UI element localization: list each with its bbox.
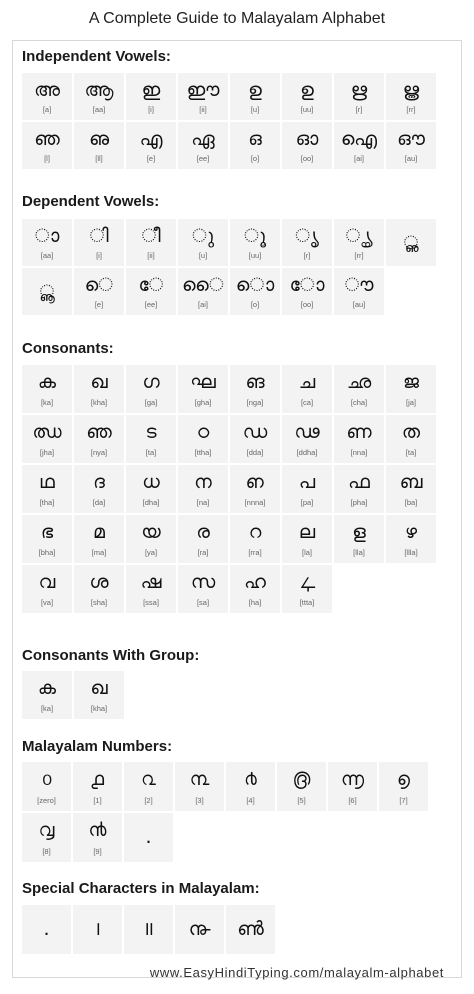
character-glyph: ധ xyxy=(142,471,160,493)
malayalam-numbers-tile xyxy=(226,762,275,811)
transliteration-label: [ka] xyxy=(40,704,54,713)
malayalam-numbers-tile xyxy=(22,813,71,862)
transliteration-label: [ii] xyxy=(199,105,207,114)
transliteration-label: [au] xyxy=(404,154,418,163)
consonants-tile xyxy=(126,365,176,413)
transliteration-label: [dha] xyxy=(142,498,160,507)
character-glyph: ഹ xyxy=(244,571,266,593)
character-glyph: ണ xyxy=(346,421,372,443)
consonants-tile xyxy=(126,515,176,563)
malayalam-numbers-tile xyxy=(379,762,428,811)
character-glyph: ൣ xyxy=(39,281,55,303)
malayalam-numbers-tile xyxy=(124,813,173,862)
transliteration-label: [u] xyxy=(198,251,208,260)
transliteration-label: [oo] xyxy=(300,154,314,163)
character-glyph: ഠ xyxy=(196,421,210,443)
dependent-vowels-tile xyxy=(178,219,228,266)
character-glyph: ഇ xyxy=(141,79,161,101)
transliteration-label: [i] xyxy=(148,105,154,114)
character-glyph: ഉ xyxy=(248,79,262,101)
consonants-tile xyxy=(230,515,280,563)
character-glyph: ച xyxy=(298,371,316,393)
dependent-vowels-tile xyxy=(282,219,332,266)
character-glyph: ◌ൄ xyxy=(345,225,373,247)
consonants-tile xyxy=(334,415,384,463)
consonants-tile xyxy=(74,365,124,413)
character-glyph: ഢ xyxy=(294,421,320,443)
malayalam-numbers-tile xyxy=(73,762,122,811)
special-characters-tile xyxy=(175,905,224,954)
transliteration-label: [1] xyxy=(93,796,102,805)
transliteration-label: [aa] xyxy=(92,105,106,114)
character-glyph: ഉ xyxy=(300,79,314,101)
character-glyph: ◌ീ xyxy=(141,225,161,247)
transliteration-label: [5] xyxy=(297,796,306,805)
transliteration-label: [ee] xyxy=(196,154,210,163)
transliteration-label: [zero] xyxy=(37,796,56,805)
character-glyph: ◌ു xyxy=(191,225,215,247)
transliteration-label: [tha] xyxy=(39,498,55,507)
transliteration-label: [ii] xyxy=(147,251,155,260)
transliteration-label: [8] xyxy=(42,847,51,856)
consonants-tile xyxy=(178,365,228,413)
transliteration-label: [ca] xyxy=(300,398,314,407)
character-glyph: ൫ xyxy=(292,768,311,790)
character-glyph: ദ xyxy=(93,471,105,493)
transliteration-label: [ka] xyxy=(40,398,54,407)
page-title: A Complete Guide to Malayalam Alphabet xyxy=(88,10,386,27)
character-glyph: ഓ xyxy=(295,128,319,150)
section-title-malayalam-numbers: Malayalam Numbers: xyxy=(22,738,173,755)
character-glyph: വ xyxy=(38,571,56,593)
special-characters-grid xyxy=(22,905,462,956)
transliteration-label: [ra] xyxy=(197,548,209,557)
character-glyph: ഴ xyxy=(404,521,418,543)
consonants-tile xyxy=(230,365,280,413)
character-glyph: ഖ xyxy=(90,677,108,699)
character-glyph: ഝ xyxy=(32,421,62,443)
consonants-tile xyxy=(230,415,280,463)
transliteration-label: [i] xyxy=(96,251,102,260)
consonants-tile xyxy=(22,465,72,513)
consonants-tile xyxy=(22,515,72,563)
character-glyph: ◌ൈ xyxy=(182,274,224,296)
character-glyph: ഛ xyxy=(346,371,372,393)
malayalam-numbers-tile xyxy=(22,762,71,811)
dependent-vowels-tile xyxy=(126,268,176,315)
consonants-tile xyxy=(282,415,332,463)
independent-vowels-grid xyxy=(22,73,462,171)
transliteration-label: [uu] xyxy=(300,105,314,114)
character-glyph: ൧ xyxy=(90,768,105,790)
consonants-tile xyxy=(282,365,332,413)
malayalam-numbers-tile xyxy=(277,762,326,811)
character-glyph: ആ xyxy=(84,79,114,101)
character-glyph: ങ xyxy=(245,371,265,393)
dependent-vowels-tile xyxy=(282,268,332,315)
transliteration-label: [a] xyxy=(42,105,52,114)
transliteration-label: [aa] xyxy=(40,251,54,260)
character-glyph: ഘ xyxy=(190,371,216,393)
character-glyph: ഡ xyxy=(242,421,268,443)
character-glyph: ഫ xyxy=(348,471,370,493)
character-glyph: ക xyxy=(37,677,57,699)
character-glyph: ക xyxy=(37,371,57,393)
transliteration-label: [sha] xyxy=(90,598,108,607)
transliteration-label: [kha] xyxy=(90,704,108,713)
consonants-tile xyxy=(126,465,176,513)
character-glyph: ◌ി xyxy=(89,225,109,247)
special-characters-tile xyxy=(22,905,71,954)
section-title-special-characters: Special Characters in Malayalam: xyxy=(22,880,260,897)
character-glyph: ഩ xyxy=(246,471,264,493)
character-glyph: ര xyxy=(196,521,210,543)
transliteration-label: [u] xyxy=(250,105,260,114)
consonants-tile xyxy=(74,515,124,563)
transliteration-label: [r] xyxy=(303,251,311,260)
transliteration-label: [ga] xyxy=(144,398,158,407)
character-glyph: ഏ xyxy=(191,128,215,150)
transliteration-label: [ya] xyxy=(144,548,158,557)
transliteration-label: [pha] xyxy=(350,498,368,507)
consonants-tile xyxy=(22,415,72,463)
consonants-tile xyxy=(74,415,124,463)
consonants-grid xyxy=(22,365,462,615)
transliteration-label: [4] xyxy=(246,796,255,805)
character-glyph: ശ xyxy=(89,571,109,593)
character-glyph: । xyxy=(93,918,102,940)
transliteration-label: [gha] xyxy=(194,398,212,407)
character-glyph: ഗ xyxy=(142,371,160,393)
footer-url[interactable]: www.EasyHindiTyping.com/malayalm-alphabet xyxy=(149,965,444,980)
character-glyph: യ xyxy=(141,521,161,543)
character-glyph: ൦ xyxy=(41,768,52,790)
transliteration-label: [e] xyxy=(94,300,104,309)
character-glyph: ൮ xyxy=(38,819,55,841)
independent-vowels-tile xyxy=(126,122,176,169)
transliteration-label: [ddha] xyxy=(296,448,318,457)
transliteration-label: [oo] xyxy=(300,300,314,309)
transliteration-label: [e] xyxy=(146,154,156,163)
consonants-tile xyxy=(230,565,280,613)
transliteration-label: [6] xyxy=(348,796,357,805)
consonants-with-group-grid xyxy=(22,671,462,721)
character-glyph: ന xyxy=(194,471,212,493)
character-glyph: ജ xyxy=(403,371,419,393)
special-characters-tile xyxy=(73,905,122,954)
independent-vowels-tile xyxy=(74,73,124,120)
consonants-tile xyxy=(74,565,124,613)
consonants-tile xyxy=(334,365,384,413)
transliteration-label: [7] xyxy=(399,796,408,805)
transliteration-label: [ha] xyxy=(248,598,262,607)
character-glyph: ഭ xyxy=(40,521,54,543)
character-glyph: ഔ xyxy=(397,128,425,150)
transliteration-label: [2] xyxy=(144,796,153,805)
transliteration-label: [jha] xyxy=(39,448,55,457)
character-glyph: ൢ xyxy=(403,232,419,254)
consonants-tile xyxy=(126,565,176,613)
character-glyph: ◌ൂ xyxy=(243,225,267,247)
character-glyph: സ xyxy=(190,571,216,593)
character-glyph: ഖ xyxy=(90,371,108,393)
independent-vowels-tile xyxy=(22,122,72,169)
character-glyph: ൹ xyxy=(188,918,211,940)
character-glyph: റ xyxy=(248,521,262,543)
transliteration-label: [ai] xyxy=(197,300,208,309)
transliteration-label: [ll] xyxy=(95,154,103,163)
character-glyph: ◌ോ xyxy=(289,274,325,296)
character-glyph: ള xyxy=(352,521,366,543)
independent-vowels-tile xyxy=(282,122,332,169)
consonants-tile xyxy=(386,365,436,413)
transliteration-label: [r] xyxy=(355,105,363,114)
dependent-vowels-tile xyxy=(74,268,124,315)
transliteration-label: [cha] xyxy=(350,398,368,407)
consonants-tile xyxy=(334,515,384,563)
transliteration-label: [9] xyxy=(93,847,102,856)
consonants-tile xyxy=(282,515,332,563)
consonants-tile xyxy=(282,465,332,513)
character-glyph: ◌ാ xyxy=(34,225,60,247)
transliteration-label: [ta] xyxy=(405,448,417,457)
independent-vowels-tile xyxy=(22,73,72,120)
transliteration-label: [rr] xyxy=(406,105,416,114)
character-glyph: ◌ൃ xyxy=(295,225,319,247)
transliteration-label: [da] xyxy=(92,498,106,507)
transliteration-label: [o] xyxy=(250,154,260,163)
transliteration-label: [ee] xyxy=(144,300,158,309)
consonants-tile xyxy=(386,465,436,513)
consonants-tile xyxy=(178,465,228,513)
malayalam-numbers-tile xyxy=(73,813,122,862)
consonants-tile xyxy=(22,365,72,413)
consonants-tile xyxy=(282,565,332,613)
consonants-tile xyxy=(386,515,436,563)
character-glyph: ത xyxy=(401,421,421,443)
independent-vowels-tile xyxy=(230,73,280,120)
character-glyph: ൯ xyxy=(88,819,107,841)
transliteration-label: [la] xyxy=(301,548,312,557)
section-title-independent-vowels: Independent Vowels: xyxy=(22,48,171,65)
consonants-with-group-tile xyxy=(22,671,72,719)
dependent-vowels-tile xyxy=(230,268,280,315)
consonants-tile xyxy=(386,415,436,463)
malayalam-numbers-tile xyxy=(124,762,173,811)
character-glyph: ഷ xyxy=(140,571,162,593)
independent-vowels-tile xyxy=(282,73,332,120)
character-glyph: ൨ xyxy=(141,768,156,790)
malayalam-numbers-tile xyxy=(175,762,224,811)
character-glyph: ൠ xyxy=(402,79,420,101)
transliteration-label: [rr] xyxy=(354,251,364,260)
independent-vowels-tile xyxy=(74,122,124,169)
malayalam-numbers-grid xyxy=(22,762,462,864)
character-glyph: ഺ xyxy=(298,571,316,593)
character-glyph: ഈ xyxy=(186,79,220,101)
character-glyph: ഒ xyxy=(248,128,262,150)
independent-vowels-tile xyxy=(334,73,384,120)
dependent-vowels-grid xyxy=(22,219,462,317)
character-glyph: ൺ xyxy=(237,918,264,940)
special-characters-tile xyxy=(124,905,173,954)
dependent-vowels-tile xyxy=(334,268,384,315)
transliteration-label: [pa] xyxy=(300,498,314,507)
transliteration-label: [ma] xyxy=(91,548,107,557)
transliteration-label: [ai] xyxy=(353,154,364,163)
consonants-tile xyxy=(178,565,228,613)
transliteration-label: [o] xyxy=(250,300,260,309)
consonants-tile xyxy=(334,465,384,513)
dependent-vowels-tile xyxy=(230,219,280,266)
special-characters-tile xyxy=(226,905,275,954)
character-glyph: ൬ xyxy=(340,768,365,790)
dependent-vowels-tile xyxy=(386,219,436,266)
character-glyph: മ xyxy=(93,521,105,543)
transliteration-label: [llla] xyxy=(404,548,418,557)
character-glyph: ഌ xyxy=(88,128,110,150)
independent-vowels-tile xyxy=(334,122,384,169)
section-title-consonants: Consonants: xyxy=(22,340,114,357)
character-glyph: ◌ൊ xyxy=(235,274,275,296)
dependent-vowels-tile xyxy=(74,219,124,266)
independent-vowels-tile xyxy=(178,73,228,120)
dependent-vowels-tile xyxy=(22,268,72,315)
character-glyph: ഞ xyxy=(34,128,60,150)
transliteration-label: [nya] xyxy=(90,448,108,457)
character-glyph: ൪ xyxy=(244,768,257,790)
independent-vowels-tile xyxy=(386,73,436,120)
character-glyph: ബ xyxy=(399,471,423,493)
character-glyph: അ xyxy=(34,79,60,101)
character-glyph: ◌േ xyxy=(138,274,164,296)
transliteration-label: [uu] xyxy=(248,251,262,260)
transliteration-label: [3] xyxy=(195,796,204,805)
dependent-vowels-tile xyxy=(334,219,384,266)
transliteration-label: [nna] xyxy=(350,448,368,457)
consonants-tile xyxy=(74,465,124,513)
independent-vowels-tile xyxy=(178,122,228,169)
character-glyph: ഋ xyxy=(350,79,368,101)
consonants-tile xyxy=(178,415,228,463)
independent-vowels-tile xyxy=(126,73,176,120)
transliteration-label: [dda] xyxy=(246,448,264,457)
character-glyph: ◌െ xyxy=(84,274,114,296)
dependent-vowels-tile xyxy=(126,219,176,266)
independent-vowels-tile xyxy=(386,122,436,169)
character-glyph: ◌ൗ xyxy=(344,274,374,296)
transliteration-label: [ta] xyxy=(145,448,157,457)
character-glyph: പ xyxy=(298,471,316,493)
transliteration-label: [va] xyxy=(40,598,54,607)
transliteration-label: [rra] xyxy=(248,548,262,557)
transliteration-label: [ttha] xyxy=(194,448,212,457)
character-glyph: . xyxy=(43,918,50,940)
dependent-vowels-tile xyxy=(22,219,72,266)
transliteration-label: [ssa] xyxy=(143,598,159,607)
character-glyph: ഥ xyxy=(39,471,55,493)
malayalam-numbers-tile xyxy=(328,762,377,811)
transliteration-label: [bha] xyxy=(38,548,56,557)
transliteration-label: [ttta] xyxy=(299,598,315,607)
transliteration-label: [sa] xyxy=(196,598,210,607)
transliteration-label: [kha] xyxy=(90,398,108,407)
character-glyph: ॥ xyxy=(142,918,155,940)
section-title-consonants-with-group: Consonants With Group: xyxy=(22,647,200,664)
section-title-dependent-vowels: Dependent Vowels: xyxy=(22,193,160,210)
character-glyph: ല xyxy=(298,521,316,543)
character-glyph: ൩ xyxy=(189,768,210,790)
dependent-vowels-tile xyxy=(178,268,228,315)
transliteration-label: [lla] xyxy=(353,548,365,557)
character-glyph: ട xyxy=(145,421,157,443)
transliteration-label: [na] xyxy=(196,498,210,507)
consonants-tile xyxy=(126,415,176,463)
transliteration-label: [nnna] xyxy=(244,498,266,507)
character-glyph: ഐ xyxy=(340,128,378,150)
consonants-tile xyxy=(230,465,280,513)
character-glyph: ൭ xyxy=(397,768,410,790)
character-glyph: . xyxy=(145,826,152,848)
transliteration-label: [ba] xyxy=(404,498,418,507)
consonants-tile xyxy=(178,515,228,563)
consonants-with-group-tile xyxy=(74,671,124,719)
character-glyph: എ xyxy=(139,128,163,150)
character-glyph: ഞ xyxy=(86,421,112,443)
transliteration-label: [nga] xyxy=(246,398,264,407)
transliteration-label: [au] xyxy=(352,300,366,309)
transliteration-label: [l] xyxy=(44,154,50,163)
consonants-tile xyxy=(22,565,72,613)
independent-vowels-tile xyxy=(230,122,280,169)
transliteration-label: [ja] xyxy=(405,398,416,407)
